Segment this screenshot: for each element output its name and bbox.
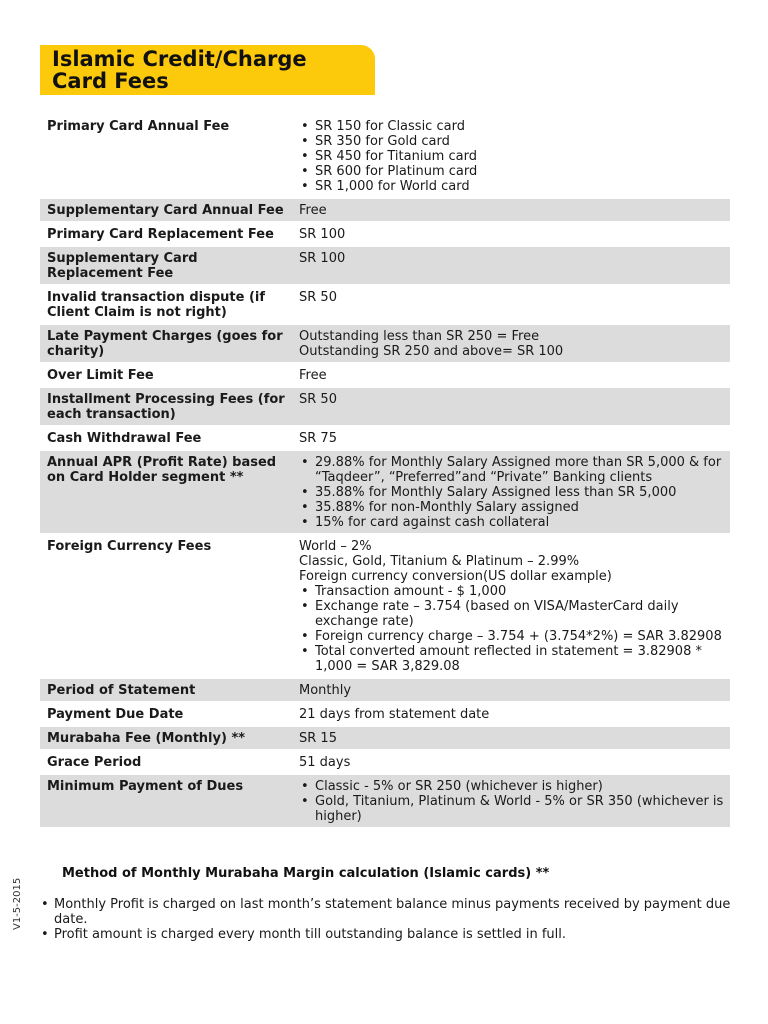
fee-value-line: World – 2% (299, 539, 372, 554)
fee-label: Murabaha Fee (Monthly) ** (40, 726, 292, 750)
fee-value-line: SR 50 (299, 290, 337, 305)
fee-label: Primary Card Replacement Fee (40, 222, 292, 246)
fee-label: Grace Period (40, 750, 292, 774)
fee-value-line: SR 15 (299, 731, 337, 746)
fee-row (40, 678, 730, 702)
fee-value (292, 363, 730, 387)
fee-label: Supplementary Card Replacement Fee (40, 246, 292, 285)
fee-label: Invalid transaction dispute (if Client Claim is not right) (40, 285, 292, 324)
fee-label: Installment Processing Fees (for each transaction) (40, 387, 292, 426)
fee-value-line: Monthly (299, 683, 352, 698)
fee-label: Supplementary Card Annual Fee (40, 198, 292, 222)
fee-bullet-item: • 29.88% for Monthly Salary Assigned more than SR 5,000 & for “Taqdeer”, “Preferred”and “Private” Banking clients (299, 455, 724, 485)
fee-bullet-item: • 35.88% for non-Monthly Salary assigned (299, 500, 724, 515)
fee-value-line: 51 days (299, 755, 351, 770)
note-item: • Profit amount is charged every month till outstanding balance is settled in full. (40, 927, 740, 942)
fee-label: Annual APR (Profit Rate) based on Card Holder segment ** (40, 450, 292, 534)
fee-label: Primary Card Annual Fee (40, 115, 292, 198)
fee-value (292, 750, 730, 774)
fee-bullet-item: • Classic - 5% or SR 250 (whichever is higher) (299, 779, 724, 794)
fee-value (292, 246, 730, 285)
fee-bullet-item: • SR 350 for Gold card (299, 134, 724, 149)
fee-bullet-item: • 15% for card against cash collateral (299, 515, 724, 530)
fee-row (40, 115, 730, 198)
fee-label: Cash Withdrawal Fee (40, 426, 292, 450)
fee-value-line: SR 75 (299, 431, 337, 446)
fee-row (40, 726, 730, 750)
fee-bullet-item: • Exchange rate – 3.754 (based on VISA/MasterCard daily exchange rate) (299, 599, 724, 629)
fee-row (40, 363, 730, 387)
fee-value-line: Foreign currency conversion(US dollar example) (299, 569, 612, 584)
note-item: • Monthly Profit is charged on last month’s statement balance minus payments received by payment due date. (40, 897, 740, 927)
fee-row (40, 450, 730, 534)
fee-bullet-list (299, 779, 724, 824)
fee-value-line: SR 100 (299, 251, 346, 266)
fee-value (292, 534, 730, 678)
fee-bullet-item: • SR 600 for Platinum card (299, 164, 724, 179)
fee-row (40, 750, 730, 774)
version-label: V1-5-2015 (12, 877, 23, 930)
fee-value (292, 285, 730, 324)
fee-bullet-item: • Total converted amount reflected in statement = 3.82908 * 1,000 = SAR 3,829.08 (299, 644, 724, 674)
title-banner (40, 45, 375, 95)
fee-row (40, 774, 730, 828)
fee-value-line: Outstanding less than SR 250 = Free (299, 329, 540, 344)
fee-value (292, 198, 730, 222)
fee-value (292, 726, 730, 750)
fee-bullet-item: • Gold, Titanium, Platinum & World - 5% or SR 350 (whichever is higher) (299, 794, 724, 824)
fee-value-line: Classic, Gold, Titanium & Platinum – 2.99% (299, 554, 580, 569)
fee-value (292, 222, 730, 246)
fee-row (40, 222, 730, 246)
fee-bullet-item: • Transaction amount - $ 1,000 (299, 584, 724, 599)
fee-bullet-item: • 35.88% for Monthly Salary Assigned less than SR 5,000 (299, 485, 724, 500)
fees-table-body (40, 115, 730, 828)
notes-list (40, 897, 740, 942)
page-title-line2: Card Fees (52, 69, 169, 93)
fee-label: Over Limit Fee (40, 363, 292, 387)
fee-label: Minimum Payment of Dues (40, 774, 292, 828)
fee-value (292, 115, 730, 198)
fee-bullet-item: • Foreign currency charge – 3.754 + (3.754*2%) = SAR 3.82908 (299, 629, 724, 644)
fee-bullet-item: • SR 150 for Classic card (299, 119, 724, 134)
fee-value-line: Free (299, 368, 327, 383)
fee-row (40, 285, 730, 324)
fee-value-line: Free (299, 203, 327, 218)
fee-bullet-item: • SR 1,000 for World card (299, 179, 724, 194)
fee-row (40, 246, 730, 285)
fee-row (40, 702, 730, 726)
fee-bullet-list (299, 455, 724, 530)
fee-value (292, 774, 730, 828)
fee-value (292, 702, 730, 726)
fee-row (40, 324, 730, 363)
fee-value (292, 678, 730, 702)
fee-value-line: 21 days from statement date (299, 707, 490, 722)
fee-row (40, 198, 730, 222)
fee-value (292, 387, 730, 426)
fees-table (40, 115, 730, 829)
fee-value-line: SR 50 (299, 392, 337, 407)
fee-value (292, 324, 730, 363)
fee-label: Late Payment Charges (goes for charity) (40, 324, 292, 363)
fee-value-line: Outstanding SR 250 and above= SR 100 (299, 344, 564, 359)
fee-bullet-item: • SR 450 for Titanium card (299, 149, 724, 164)
fee-label: Period of Statement (40, 678, 292, 702)
fee-label: Payment Due Date (40, 702, 292, 726)
fee-row (40, 534, 730, 678)
fee-value-line: SR 100 (299, 227, 346, 242)
fee-value (292, 426, 730, 450)
fee-row (40, 426, 730, 450)
fee-label: Foreign Currency Fees (40, 534, 292, 678)
fee-bullet-list (299, 584, 724, 674)
fee-value (292, 450, 730, 534)
fee-bullet-list (299, 119, 724, 194)
method-heading: Method of Monthly Murabaha Margin calculation (Islamic cards) ** (62, 866, 550, 881)
fee-row (40, 387, 730, 426)
page-title-line1: Islamic Credit/Charge (52, 47, 307, 71)
